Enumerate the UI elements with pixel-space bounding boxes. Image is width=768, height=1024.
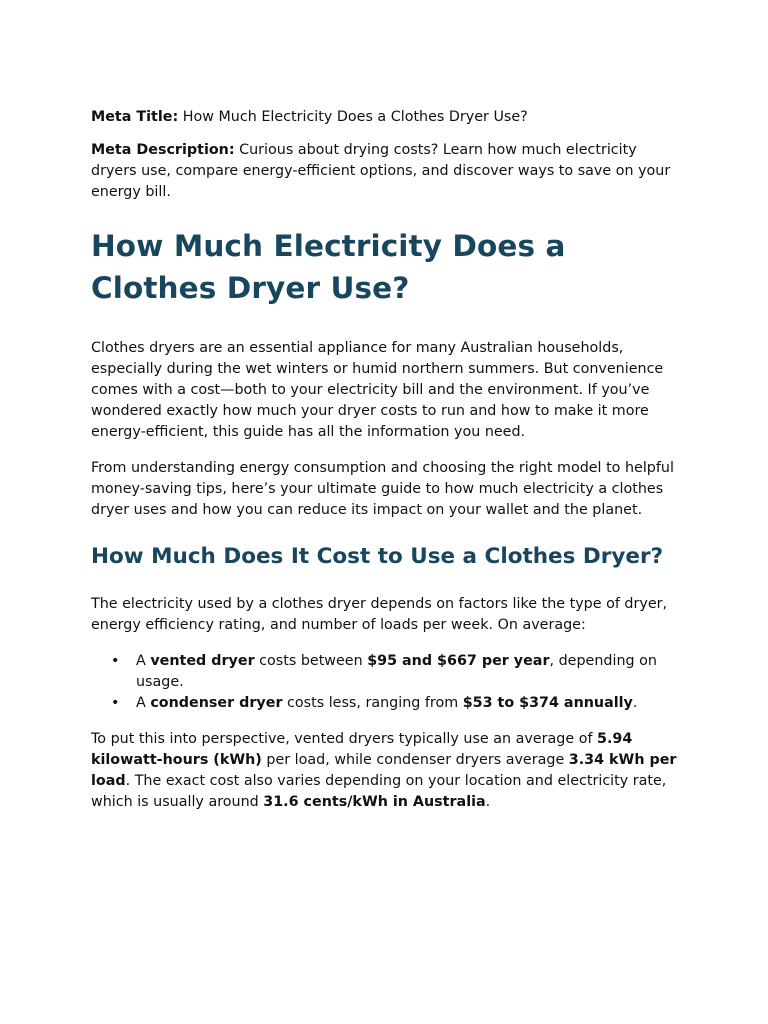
page-title: How Much Electricity Does a Clothes Dryer Use?: [91, 229, 566, 305]
perspective-text: per load, while condenser dryers average: [261, 752, 569, 768]
meta-title: [91, 107, 680, 128]
bullet-marker: •: [111, 653, 120, 669]
section-intro-paragraph: The electricity used by a clothes dryer depends on factors like the type of dryer, energy efficiency rating, and number of loads per week. On average:: [91, 596, 668, 633]
bullet-bold: condenser dryer: [150, 695, 283, 711]
bullet-marker: •: [111, 695, 120, 711]
meta-title-value: How Much Electricity Does a Clothes Dryer Use?: [178, 109, 528, 125]
perspective-text: . The exact cost also varies depending on your location and electricity rate, which is usually around: [91, 773, 667, 810]
bullet-text: , depending on usage.: [136, 653, 657, 690]
perspective-text: .: [485, 794, 491, 810]
cost-bullet-list: [91, 651, 680, 714]
section-heading-cost: How Much Does It Cost to Use a Clothes Dryer?: [91, 544, 664, 569]
bullet-text: costs between: [254, 653, 368, 669]
list-item: [91, 693, 680, 714]
perspective-text: To put this into perspective, vented dryers typically use an average of: [91, 731, 598, 747]
bullet-bold: $95 and $667 per year: [367, 653, 550, 669]
bullet-text: A: [136, 653, 151, 669]
perspective-bold: 3.34 kWh per load: [91, 752, 677, 789]
bullet-bold: $53 to $374 annually: [462, 695, 633, 711]
list-item: [91, 651, 680, 693]
perspective-bold: 5.94 kilowatt-hours (kWh): [91, 731, 633, 768]
meta-description-label: Meta Description:: [91, 142, 235, 158]
meta-title-label: Meta Title:: [91, 109, 179, 125]
intro-paragraph-1: Clothes dryers are an essential appliance for many Australian households, especially during the wet winters or humid northern summers. But convenience comes with a cost—both to your electricity bill and the environment. If you’ve wondered exactly how much your dryer costs to run and how to make it more energy-efficient, this guide has all the information you need.: [91, 340, 664, 440]
meta-description-value: Curious about drying costs? Learn how much electricity dryers use, compare energy-efficient options, and discover ways to save on your energy bill.: [91, 142, 671, 200]
bullet-text: A: [136, 695, 151, 711]
bullet-text: costs less, ranging from: [282, 695, 463, 711]
intro-paragraph-2: From understanding energy consumption and choosing the right model to helpful money-saving tips, here’s your ultimate guide to how much electricity a clothes dryer uses and how you can reduce its impact on your wallet and the planet.: [91, 460, 674, 518]
perspective-bold: 31.6 cents/kWh in Australia: [263, 794, 486, 810]
bullet-text: .: [632, 695, 638, 711]
meta-description: [91, 140, 680, 203]
bullet-bold: vented dryer: [150, 653, 255, 669]
perspective-paragraph: [91, 729, 680, 813]
